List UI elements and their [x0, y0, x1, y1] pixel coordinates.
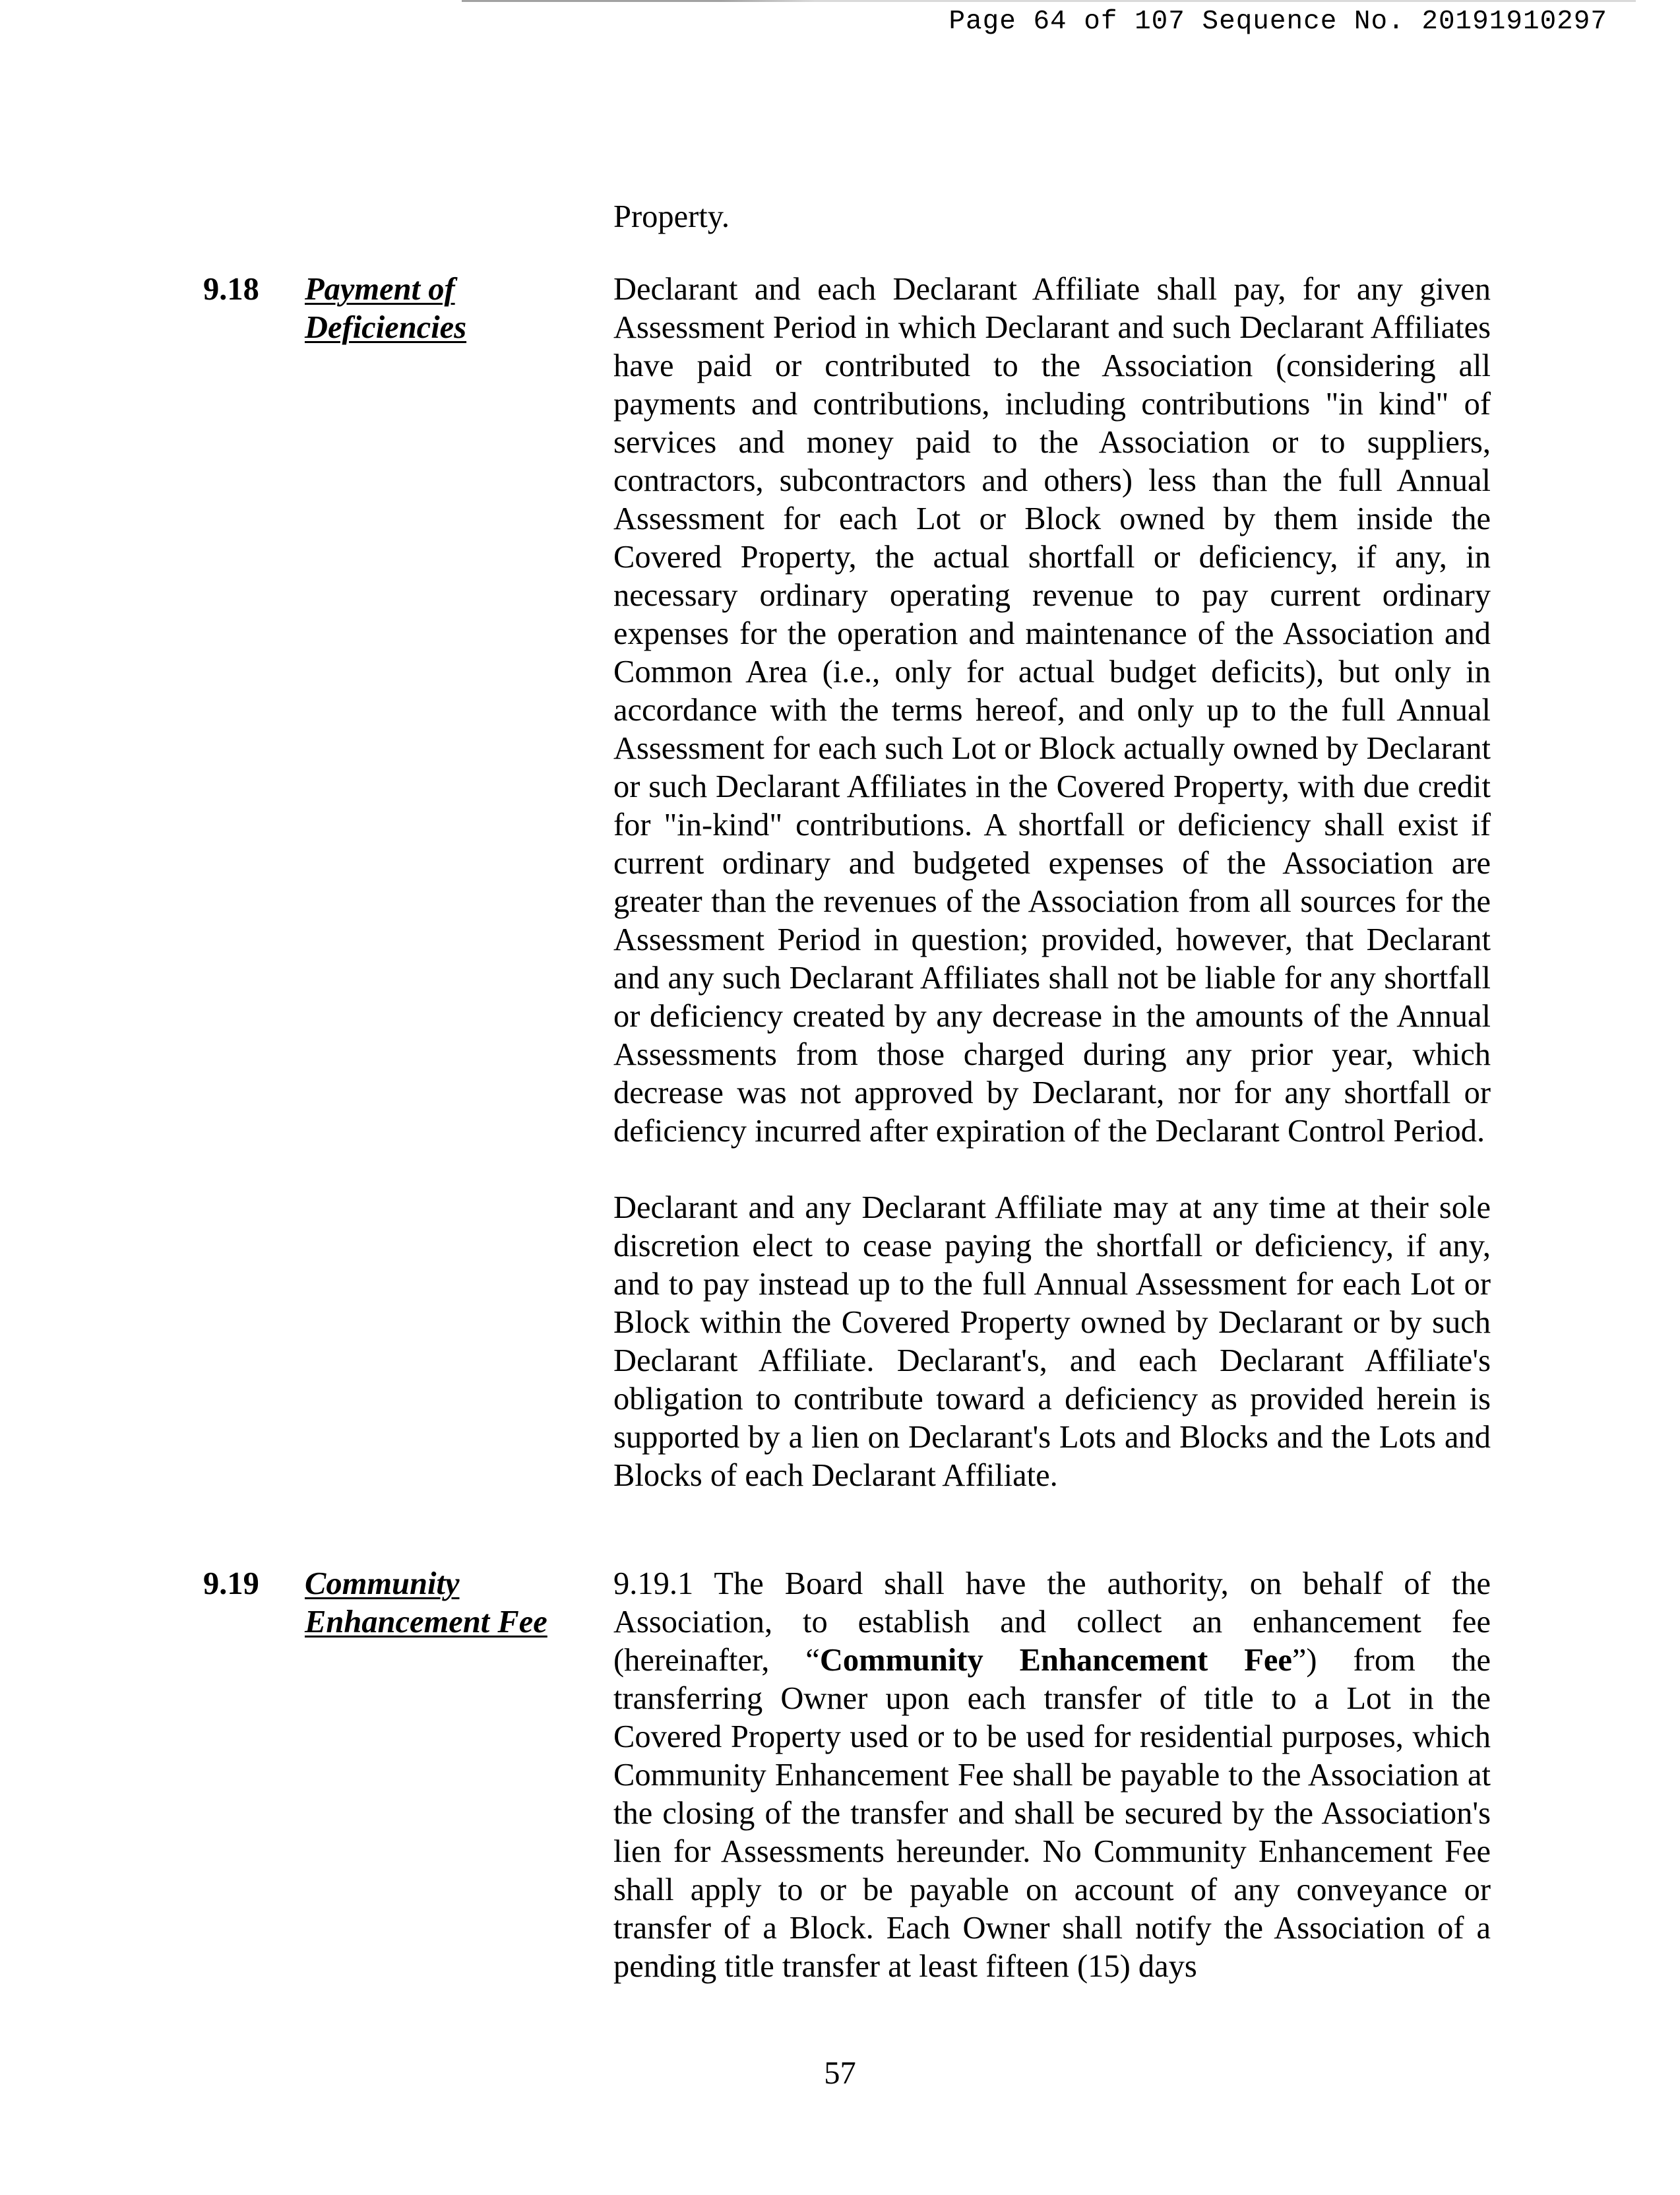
- section-paragraph: Declarant and each Declarant Affiliate shall pay, for any given Assessment Period in which Declarant and such Declarant Affiliates have paid or contributed to the Association (considering all payments and contributions, including contributions "in kind" of services and money paid to the Association or to suppliers, contractors, subcontractors and others) less than the full Annual Assessment for each Lot or Block owned by them inside the Covered Property, the actual shortfall or deficiency, if any, in necessary ordinary operating revenue to pay current ordinary expenses for the operation and maintenance of the Association and Common Area (i.e., only for actual budget deficits), but only in accordance with the terms hereof, and only up to the full Annual Assessment for each such Lot or Block actually owned by Declarant or such Declarant Affiliates in the Covered Property, with due credit for "in-kind" contributions. A shortfall or deficiency shall exist if current ordinary and budgeted expenses of the Association are greater than the revenues of the Association from all sources for the Assessment Period in question; provided, however, that Declarant and any such Declarant Affiliates shall not be liable for any shortfall or deficiency created by any decrease in the amounts of the Annual Assessments from those charged during any prior year, which decrease was not approved by Declarant, nor for any shortfall or deficiency incurred after expiration of the Declarant Control Period.: [613, 272, 1491, 1149]
- section-paragraph: Declarant and any Declarant Affiliate may at any time at their sole discretion elect to cease paying the shortfall or deficiency, if any, and to pay instead up to the full Annual Assessment for each Lot or Block within the Covered Property owned by Declarant or by such Declarant Affiliate. Declarant's, and each Declarant Affiliate's obligation to contribute toward a deficiency as provided herein is supported by a lien on Declarant's Lots and Blocks and the Lots and Blocks of each Declarant Affiliate.: [613, 1190, 1491, 1493]
- section-body: [613, 1565, 1491, 1986]
- page-number: 57: [824, 2056, 856, 2091]
- section-body: [613, 270, 1491, 1495]
- paragraph-text: 9.19.1 The Board shall have the authority, on behalf of the Association, to establish and collect an enhancement fee (hereinafter, “: [613, 1566, 1491, 1678]
- defined-term: Community Enhancement Fee: [819, 1643, 1292, 1678]
- continuation-text: Property.: [613, 199, 730, 234]
- section-title: Payment of Deficiencies: [305, 272, 467, 345]
- section-number: 9.18: [203, 272, 259, 307]
- section-paragraph: [613, 1565, 1491, 1986]
- scan-top-rule: [462, 0, 1636, 2]
- section-title: Community Enhancement Fee: [305, 1566, 547, 1639]
- section-number: 9.19: [203, 1566, 259, 1601]
- page-header: Page 64 of 107 Sequence No. 20191910297: [949, 7, 1607, 37]
- paragraph-text: ”) from the transferring Owner upon each transfer of title to a Lot in the Covered Property used or to be used for residential purposes, which Community Enhancement Fee shall be payable to the Association at the closing of the transfer and shall be secured by the Association's lien for Assessments hereunder. No Community Enhancement Fee shall apply to or be payable on account of any conveyance or transfer of a Block. Each Owner shall notify the Association of a pending title transfer at least fifteen (15) days: [613, 1643, 1491, 1984]
